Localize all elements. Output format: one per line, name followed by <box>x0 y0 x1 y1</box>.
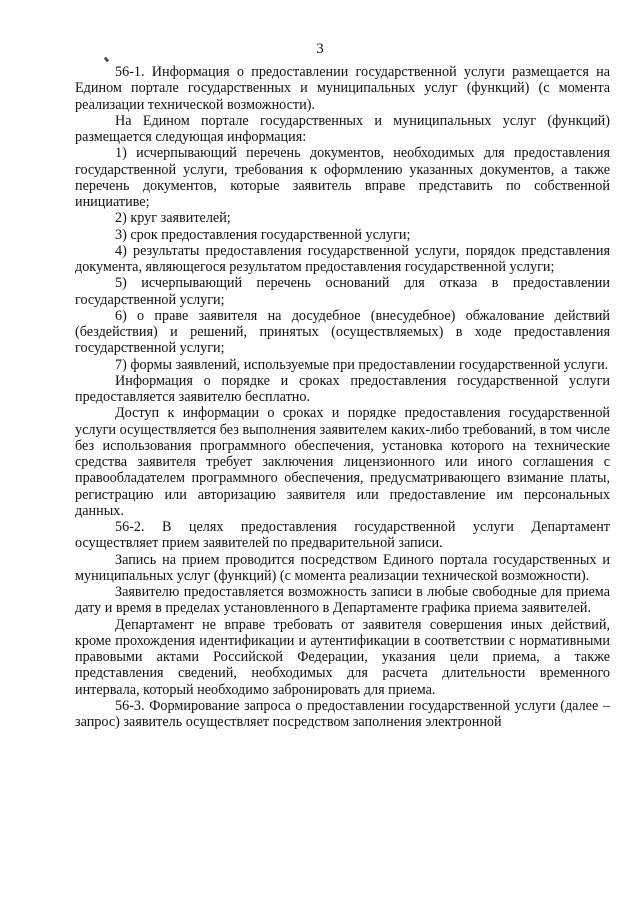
paragraph-56-3: 56-3. Формирование запроса о предоставлении государственной услуги (далее – запрос) заявитель осуществляет посредством заполнения электронной <box>75 697 610 730</box>
list-item-7: 7) формы заявлений, используемые при предоставлении государственной услуги. <box>115 356 609 373</box>
list-item-3: 3) срок предоставления государственной услуги; <box>115 226 411 243</box>
paragraph-free-info: Информация о порядке и сроках предоставления государственной услуги предоставляется заявителю бесплатно. <box>75 372 610 405</box>
paragraph-access-info: Доступ к информации о сроках и порядке предоставления государственной услуги осуществляется без выполнения заявителем каких-либо требований, в том числе без использования программного обеспечения, установка которого на технические средства заявителя требует заключения лицензионного или иного соглашения с правообладателем программного обеспечения, предусматривающего взимание платы, регистрацию или авторизацию заявителя или предоставление им персональных данных. <box>75 405 610 519</box>
list-item-2: 2) круг заявителей; <box>115 210 231 227</box>
list-item-5: 5) исчерпывающий перечень оснований для отказа в предоставлении государственной услуги; <box>75 275 610 308</box>
document-body <box>75 64 610 730</box>
list-item-4: 4) результаты предоставления государственной услуги, порядок представления документа, являющегося результатом предоставления государственной услуги; <box>75 242 610 275</box>
paragraph-56-1: 56-1. Информация о предоставлении государственной услуги размещается на Едином портале государственных и муниципальных услуг (функций) (с момента реализации технической возможности). <box>75 64 610 113</box>
paragraph-department-restrictions: Департамент не вправе требовать от заявителя совершения иных действий, кроме прохождения идентификации и аутентификации в соответствии с нормативными правовыми актами Российской Федерации, указания цели приема, а также представления сведений, необходимых для расчета длительности временного интервала, который необходимо забронировать для приема. <box>75 616 610 698</box>
list-item-6: 6) о праве заявителя на досудебное (внесудебное) обжалование действий (бездействия) и решений, принятых (осуществляемых) в ходе предоставления государственной услуги; <box>75 307 610 357</box>
page-number: 3 <box>316 41 324 57</box>
list-item-1: 1) исчерпывающий перечень документов, необходимых для предоставления государственной услуги, требования к оформлению указанных документов, а также перечень документов, которые заявитель вправе представить по собственной инициативе; <box>75 145 610 210</box>
paragraph-appointment-portal: Запись на прием проводится посредством Единого портала государственных и муниципальных услуг (функций) (с момента реализации технической возможности). <box>75 551 610 584</box>
paragraph-portal-info-intro: На Едином портале государственных и муниципальных услуг (функций) размещается следующая информация: <box>75 112 610 145</box>
paragraph-56-2: 56-2. В целях предоставления государственной услуги Департамент осуществляет прием заявителей по предварительной записи. <box>75 519 610 552</box>
paragraph-appointment-slots: Заявителю предоставляется возможность записи в любые свободные для приема дату и время в пределах установленного в Департаменте графика приема заявителей. <box>75 584 610 617</box>
